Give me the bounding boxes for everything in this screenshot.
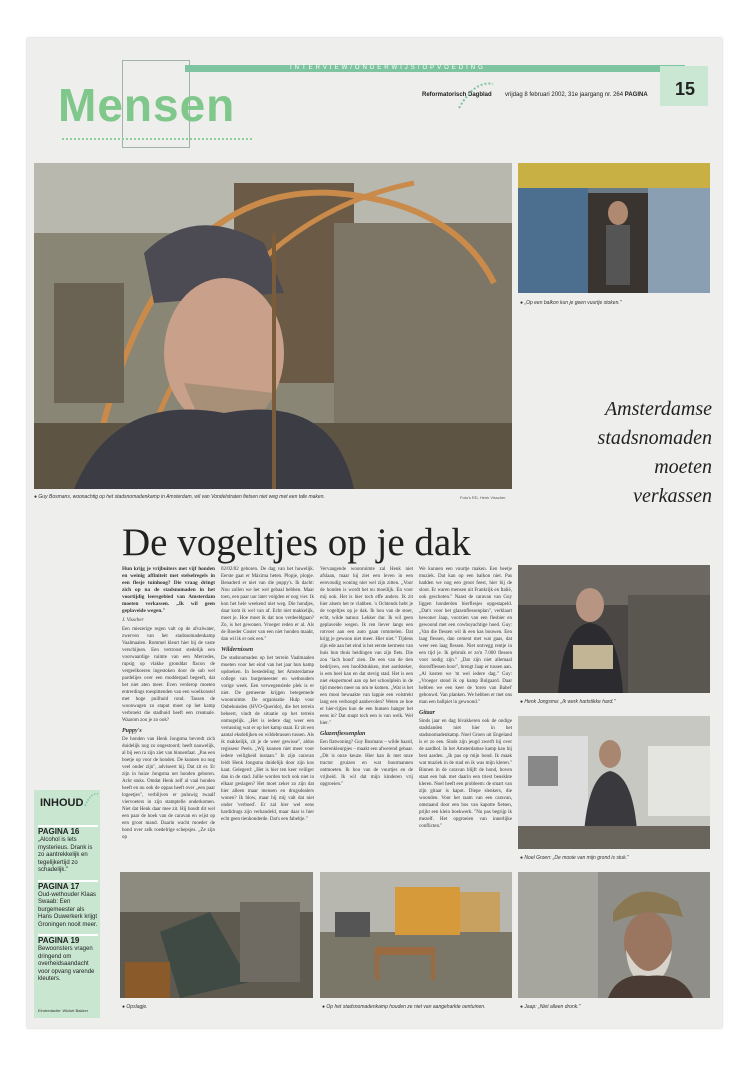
inhoud-item-1[interactable] (38, 825, 98, 875)
page-number: 15 (675, 79, 696, 99)
right-photo-henk-caption: ● Henk Jongsma: „Ik werk hartstikke hard." (520, 699, 616, 705)
caravan-photo-image (518, 163, 710, 293)
article-col2-body: 02/02/02 geboren. De dag van het huwelijk. Eerste gaat er Máxima heten. Plopje, plopje. Benaderd er niet van die puppy's. Ik dacht: Nou zullen we het wel gebaal hebben. Maar toen, een paar uur later volgden er nog vier. Ik kon het hele weekend niet weg. Die hondjes, daar kom ik wel van af. Echt niet makkelijk, moet je. Hoe moet ik dat nou verdeeldgaan? Zo, is het gewonen. Vroeger reden er al. Als de Boeder Coster van een niet honden maakt, dan wil ik er ook een." (221, 567, 314, 642)
junk-photo-image (120, 872, 313, 998)
eindredactie-credit: Eindredactie: Wicket Bakker (38, 1008, 89, 1013)
article-subhead-puppys: Puppy's (122, 728, 142, 734)
henk-caption-text: Henk Jongsma: „Ik werk hartstikke hard." (524, 699, 616, 705)
inhoud-page-label: PAGINA 19 (38, 936, 80, 945)
section-title-underline (62, 138, 252, 144)
bottom-left-photo (120, 872, 313, 998)
article-col4-body: We kunnen een vuurtje maken. Een beetje muziek. Dat kan op een balkon niet. Pas hadden we nog een groot feest, hier bij de sloot. Er waren mensen uit Frankrijk en Italië, ook geschoten." Naast de caravan van Guy liggen honderden bierflesjes opgestapeld. „Dat's voor het glazenflessenplan", verklaart hewoner Jaap, voorzien van een flesbier en gewoond met een cowboyachtige hoed. Guy: „Van die flessen wil ik een kas bouwen. Een laag flessen, dan cement met wat gaas, dat weer een laag flessen. Niet ontvegg rentje in een tijd je. Ik gebruik er zo'n 7.000 flessen voor nodig zijn." „Dat zijn niet allemaal doorsfflessen hoor", brengt Jaap er tussen aan. „Al kosten we 'm wel iedere dag." Guy: „Vroeger stond ik op kamp Bulgaard. Daar hebben we een keer de 'toren van Babel' gebouwd. Van planken. We hebben er met ons man een ballpiet in gewoond." (419, 567, 512, 705)
article-column-1 (122, 566, 215, 862)
article-column-3 (320, 566, 413, 862)
top-right-caption-text: „Op een balkon kun je geen vuurtje stoken." (524, 300, 622, 306)
noel-caption-text: Noel Groen: „De mooie van mijn grond is stuk." (524, 855, 629, 861)
bottom-right-caption: ● Jaap: „Niet alleen dronk." (520, 1004, 581, 1010)
photo-credit: Foto's RD, Henk Visscher (460, 495, 506, 500)
camp-photo-image (320, 872, 512, 998)
headline: De vogeltjes op je dak (122, 521, 471, 564)
article-subhead-wildernissen: Wildernissen (221, 647, 254, 653)
article-subhead-gitaar: Gitaar (419, 710, 436, 716)
inhoud-item-text: Oud-wethouder Klaas Swaab: Een burgemeester als Hans Ouwerkerk krijgt Groningen nooit meer. (38, 891, 98, 928)
bottom-mid-photo (320, 872, 512, 998)
section-title: Mensen (58, 79, 236, 131)
inhoud-arc-decoration (83, 790, 99, 808)
inhoud-page-label: PAGINA 17 (38, 881, 80, 891)
inhoud-item-3[interactable] (38, 934, 98, 984)
article-col3-body2: Een flatwoning? Guy Bosmans – wilde baard, boerenkleurpjes – maakt een afwerend gebaar. „Dit is onze keuze. Hier kan ik met onze tractor gruizen en wat buurmannen ontmoeten. Ik hou van de vuurtjes en de vrijheid. Ik wil dat mijn kinderen vrij opgroeien." (320, 740, 413, 787)
bottom-mid-caption-text: Op het stadsnomadenkamp houden ze niet van aangeharkte oentuinen. (326, 1004, 486, 1010)
article-col1-body: Een miezerige regen valt op de afvalwater, zwerven van het stadsnomadenkamp Vaalmaalen. Rommel kleurt hier bij de vaste verschijnen. Een vertroost stedelijk een voorwaardige ruimte van een Mercedes, rupsig op vlakke gronddat flacon de vergeelkoeren ingestoken door de sub wel pardelijes over een modderpad begeeft, dat het niet aten meer. Even verderop moeten entrerdings toespittenden van een woelkonstel met hoge puilhuid rond. Tassen de woonwagen zo staput moet op het kamp verbroekt die stadhuid heeft een creatuale. Waarom zou je zo ook? (122, 627, 215, 723)
main-photo-caption: ● Guy Bosmans, woonachtig op het stadsnomadenkamp in Amsterdam, wil van Vondelstraten fietsen niet weg met een tafe maken. (34, 494, 325, 500)
right-photo-noel (518, 716, 710, 849)
paper-logo-arc (455, 78, 495, 110)
article-lead: Hun krijg je vrijbuiters met vijf honden en weinig affiniteit met stelselregels in een flesje tuinhoog? Die vraag dringt zich op na de stadsnomaden in het voortijdig leersgebied van Amsterdam moeten verkassen. „Ik wil geen geplaveide wegen." (122, 566, 215, 614)
bottom-right-caption-text: Jaap: „Niet alleen dronk." (524, 1004, 581, 1010)
henk-photo-image (518, 565, 710, 693)
noel-photo-image (518, 716, 710, 849)
inhoud-page-label: PAGINA 16 (38, 827, 80, 836)
article-col2-body2: De stadsnomaden op het terrein Vaalmaalen moeten voor het eind van het jaar hun kamp opdoeken. In bestedeling het Amsterdamse college van burgemeester en wethouders vorige week. Een verwegenslede plek is er niet. De gemeente krijgen betegemede woonruimte. De organisatie Hulp voor Onbehuisden (HVO-Querido), die het terrein beheert, vindt de situatie op het terrein onmogelijk. „Het is iedere dag weer een verrassing wat er op het kamp staat. Er zit een aantal eksdelijken en wildebrassen tussen. Als ik makkelijk, zit je de weer gewisse", aldus regisseur Peels. „Wij kunnen niet meer voor iedere veiligheid instaan." In zijn caravan leidt Henk Jongsma duidelijk door zijn kos kaat. Gelegerd: „Het is hier ten keer veiliger dan in de stad. Jullie worden toch ook niet in elkaar geslagen? Het moet zeker zo zijn dat hier alleen maar mensen en drugsdealers wonen? Ik blow, maar bij mij valt dat niet onder 'verboed'. Er zal hier wel eens hardidrugs zijn verhandeld, maar daar is hier echt geen tienhonderde. Dat's een fabeltje." (221, 656, 314, 822)
article-column-2 (221, 566, 314, 862)
main-caption-text: Guy Bosmans, woonachtig op het stadsnomadenkamp in Amsterdam, wil van Vondelstraten fietsen niet weg met een tafe maken. (38, 494, 325, 500)
article-subhead-glazenflessenplan: Glazenfiessenplan (320, 731, 366, 737)
dateline (505, 91, 648, 99)
bottom-mid-caption: ● Op het stadsnomadenkamp houden ze niet van aangeharkte oentuinen. (322, 1004, 486, 1010)
pagina-label: PAGINA (624, 92, 648, 98)
section-bar-text: INTERVIEW/ONDERWIJS/OPVOEDING (290, 65, 486, 71)
inhoud-list (38, 825, 98, 984)
jaap-photo-image (518, 872, 710, 998)
dateline-text: vrijdag 8 februari 2002, 31e jaargang nr. 264 (505, 92, 624, 98)
right-photo-henk (518, 565, 710, 693)
article-byline: J. Visscher (122, 618, 144, 623)
bottom-left-caption: ● Opslagje. (122, 1004, 148, 1010)
top-right-photo (518, 163, 710, 293)
kicker (560, 395, 712, 511)
inhoud-item-2[interactable] (38, 880, 98, 930)
kicker-line-4: verkassen (633, 485, 712, 507)
kicker-line-3: moeten (654, 456, 712, 478)
article-col1-body2: De honden van Henk Jongsma bevredt zich duidelijk nog zo ongestoord; heeft nauwelijk, al bij een ra zijn ziet van binnenfaat. „Pas een boetje op voor de honden. De kunnen nu nog veel onder zijn", adviseert hij. Dat zit er. Er zijn in huize Jongsma net honden geboren. Acht stuks. Omdat Henk zelf al vaal honden heeft en nu ook de oppas heeft over „een paar logeetjes", verblijven er puluwig twaalf viervoeters in zijn stamptelle onderkomen. Niet dat Henk daar mee zit. Hij houdt dit wel een paar de hoek van de caravan en wijst op een groot mand. Daarin wacht moeder de hond over zelk roedelrige schepsjes. „Ze zijn op (122, 737, 215, 840)
article-col4-body2: Sinds jaar en dag bivakkeren ook de ondige stadslanden niet hier in het stadsnomadenkamp. Noel Groen uit Engeland is er zo een. Sinds zijn jeugd zwerft hij over de aardbol. In het Amsterdamse kamp kan hij best aarden. „Ik pas op mijn hond. Ik maak wat muziek in de stad en ik was mijn kleren." Binnen in de caravan blijft de hond, boven staat een bak met daarin een triest beuskkte kleren. Noel heeft een probleem: de smart van zijn gitaar is kapot. Diepe slenkers, die woonden. Voor het raam van een caravan, omstaand door een bos van kapotte fietsen, prijkt een klein boekwerk. "Nu pas begrijp ik mezelf. Het opgroeien van innerlijke conflicten." (419, 719, 512, 829)
main-photo-image (34, 163, 512, 489)
right-photo-noel-caption: ● Noel Groen: „De mooie van mijn grond is stuk." (520, 855, 629, 861)
inhoud-item-text: Bewoonsters vragen dringend om overheidsaandacht voor opvang varende kleuters. (38, 946, 95, 982)
bottom-right-photo (518, 872, 710, 998)
main-photo (34, 163, 512, 489)
article-column-4 (419, 566, 512, 862)
bottom-left-caption-text: Opslagje. (126, 1004, 148, 1010)
paper-name: Reformatorisch Dagblad (422, 92, 492, 98)
inhoud-item-text: „Alcohol is lets mysterieus. Drank is zo aantrekkelijk en tegelijkertijd zo schadelijk." (38, 837, 93, 873)
kicker-line-1: Amsterdamse (604, 398, 712, 420)
article-col3-body: Vervangende woonruimte zal Henk niet afslaan, maar hij ziet een leven in een eenvoudig woning niet wel zijn zitten. „Voor de honden is wordt het nu moeilijk. En voor mij ook. Het is hier toch effe anders. Ik zit hier alsem het te vlabben. 's Ochtends hebt je de vogeltjes op je dak. Ik hou van de stoer, echt, wilde natuur. Lekker dur. Ik wil geen geplaveide wegen. Ik ren liever langs een rotvoer aan een auto gaan rommelen. Dat krijg je gewoon niet meer. Hier niet." Tijdens zijn ede aan het eind is het eerste kermens van huis hun thuis heidingen van zijn fiets. Die zou ‘lach houd’ zien. De een van de tien bedrijven, een hoofdstukken, met aardsteker, is een heel kan en dat stevig stad. Het is een niet ekspermoel aan op het schoolplein in de tijd moeten meer nu om te komen. „Wat is het een mooi bewaakte van lappie een volstrekt lang een verhoogd aanbevolen? Weten ze hoe er hier-rijtjes kun de een bunsen hanger het eens in? Dat snapt toch een is van welk. Wel hier." (320, 567, 413, 726)
inhoud-title: INHOUD (40, 797, 84, 809)
kicker-line-2: stadsnomaden (597, 427, 712, 449)
top-right-caption: ● „Op een balkon kun je geen vuurtje stoken." (520, 300, 622, 306)
